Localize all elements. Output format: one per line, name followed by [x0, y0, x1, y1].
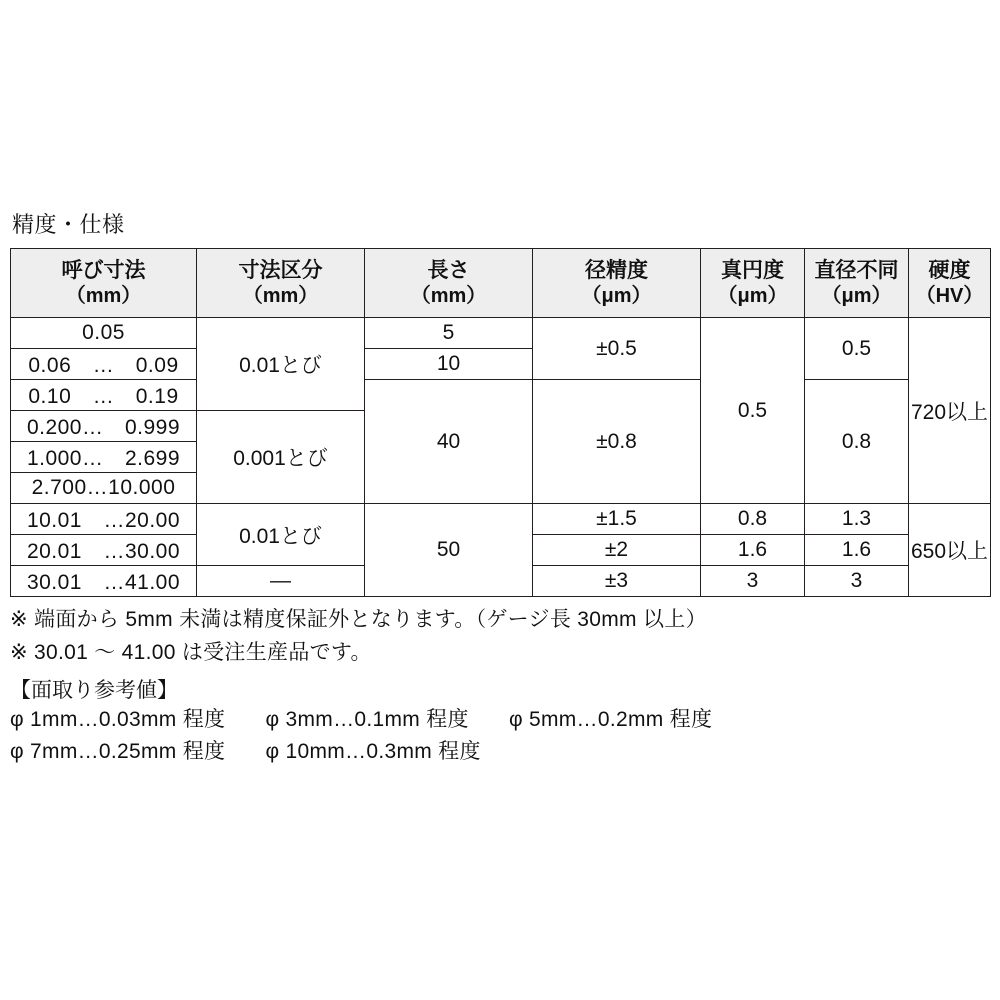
- column-header-diameter-accuracy: [533, 249, 701, 318]
- cell-diameter-accuracy: ±1.5: [533, 504, 701, 535]
- table-row: [11, 380, 991, 411]
- cell-diameter-variation: 1.6: [805, 535, 909, 566]
- cell-nominal-size: 0.05: [11, 318, 197, 349]
- column-header-unit: （μm）: [717, 285, 788, 308]
- column-header-label: 直径不同: [814, 258, 899, 282]
- cell-nominal-size: 30.01 …41.00: [11, 566, 197, 597]
- cell-roundness: 1.6: [701, 535, 805, 566]
- cell-hardness: 650以上: [909, 504, 991, 597]
- cell-hardness: 720以上: [909, 318, 991, 504]
- column-header-unit: （HV）: [915, 285, 984, 308]
- cell-diameter-variation: 1.3: [805, 504, 909, 535]
- cell-length: 5: [365, 318, 533, 349]
- page-title: 精度・仕様: [12, 212, 125, 237]
- cell-nominal-size: 0.10 … 0.19: [11, 380, 197, 411]
- cell-size-division: 0.01とび: [197, 318, 365, 411]
- table-row: [11, 318, 991, 349]
- cell-nominal-size: 0.06 … 0.09: [11, 349, 197, 380]
- cell-roundness: 3: [701, 566, 805, 597]
- cell-length: 50: [365, 504, 533, 597]
- spec-sheet: [10, 212, 990, 767]
- table-header-row: [11, 249, 991, 318]
- column-header-roundness: [701, 249, 805, 318]
- cell-nominal-size: 1.000… 2.699: [11, 442, 197, 473]
- table-header: [11, 249, 991, 318]
- chamfer-item: φ 10mm…0.3mm 程度: [265, 739, 481, 763]
- cell-roundness: 0.5: [701, 318, 805, 504]
- cell-diameter-accuracy: ±3: [533, 566, 701, 597]
- cell-diameter-accuracy: ±2: [533, 535, 701, 566]
- cell-size-division: ―: [197, 566, 365, 597]
- cell-nominal-size: 0.200… 0.999: [11, 411, 197, 442]
- column-header-size-division: [197, 249, 365, 318]
- column-header-unit: （μm）: [581, 285, 652, 308]
- cell-diameter-variation: 3: [805, 566, 909, 597]
- cell-nominal-size: 10.01 …20.00: [11, 504, 197, 535]
- note-line: ※ 30.01 ～ 41.00 は受注生産品です。: [10, 640, 372, 664]
- column-header-hardness: [909, 249, 991, 318]
- column-header-length: [365, 249, 533, 318]
- column-header-label: 径精度: [585, 258, 648, 282]
- cell-size-division: 0.001とび: [197, 411, 365, 504]
- column-header-unit: （μm）: [821, 285, 892, 308]
- column-header-unit: （mm）: [242, 285, 319, 308]
- chamfer-item: φ 7mm…0.25mm 程度: [10, 739, 226, 763]
- specification-table: [10, 248, 991, 597]
- cell-roundness: 0.8: [701, 504, 805, 535]
- chamfer-row: [10, 704, 990, 736]
- column-header-unit: （mm）: [410, 285, 487, 308]
- table-row: [11, 504, 991, 535]
- chamfer-item: φ 3mm…0.1mm 程度: [265, 708, 469, 732]
- column-header-label: 硬度: [928, 258, 971, 282]
- cell-diameter-variation: 0.8: [805, 380, 909, 504]
- cell-length: 10: [365, 349, 533, 380]
- table-body: [11, 318, 991, 597]
- chamfer-item: φ 5mm…0.2mm 程度: [508, 708, 713, 732]
- column-header-label: 長さ: [427, 258, 470, 282]
- chamfer-title: 【面取り参考値】: [10, 679, 178, 703]
- column-header-label: 真円度: [721, 258, 784, 282]
- cell-length: 40: [365, 380, 533, 504]
- column-header-nominal-size: [11, 249, 197, 318]
- cell-size-division: 0.01とび: [197, 504, 365, 566]
- cell-diameter-variation: 0.5: [805, 318, 909, 380]
- column-header-diameter-variation: [805, 249, 909, 318]
- column-header-label: 寸法区分: [238, 258, 323, 282]
- cell-diameter-accuracy: ±0.8: [533, 380, 701, 504]
- chamfer-item: φ 1mm…0.03mm 程度: [10, 708, 226, 732]
- notes-block: [10, 605, 990, 668]
- cell-diameter-accuracy: ±0.5: [533, 318, 701, 380]
- cell-nominal-size: 2.700…10.000: [11, 473, 197, 504]
- note-line: ※ 端面から 5mm 未満は精度保証外となります。（ゲージ長 30mm 以上）: [10, 608, 707, 632]
- chamfer-row: [10, 736, 990, 768]
- column-header-unit: （mm）: [65, 285, 142, 308]
- column-header-label: 呼び寸法: [61, 258, 146, 282]
- cell-nominal-size: 20.01 …30.00: [11, 535, 197, 566]
